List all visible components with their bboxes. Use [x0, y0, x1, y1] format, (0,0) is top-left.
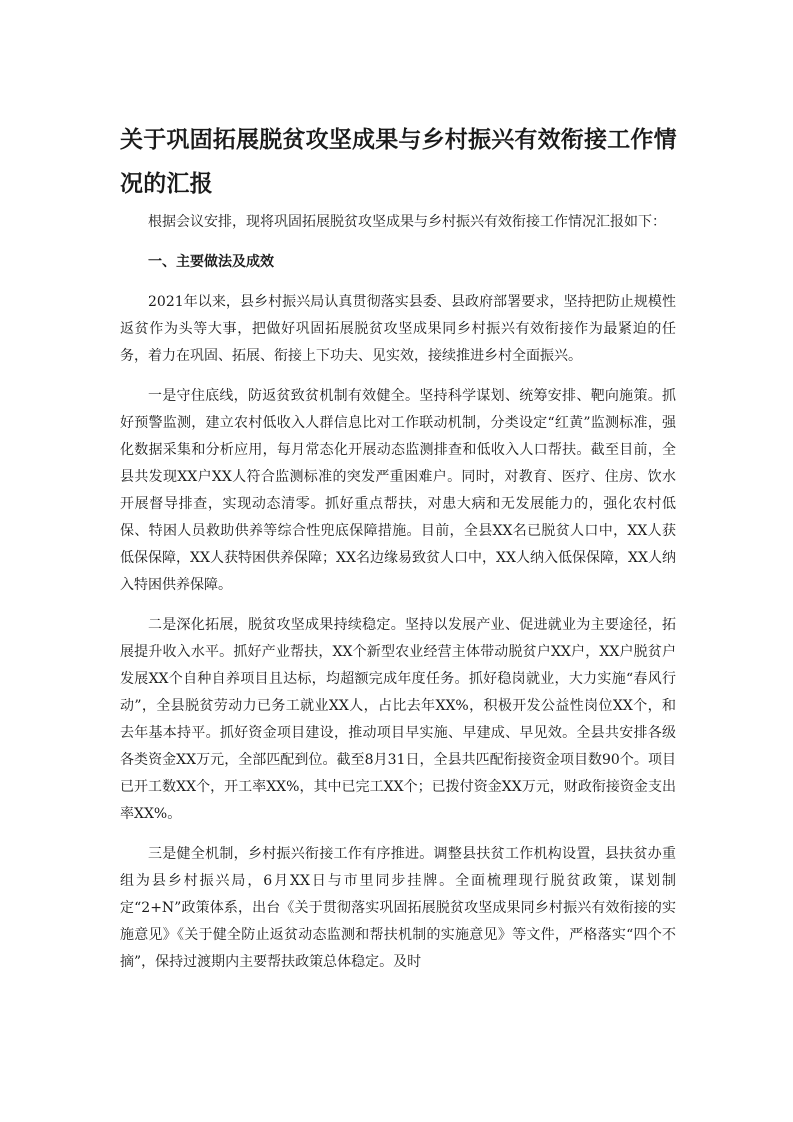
document-body [120, 209, 676, 989]
overview-paragraph: 2021年以来，县乡村振兴局认真贯彻落实县委、县政府部署要求，坚持把防止规模性返贫作为头等大事，把做好巩固拓展脱贫攻坚成果同乡村振兴有效衔接作为最紧迫的任务，着力在巩固、拓展、衔接上下功夫、见实效，接续推进乡村全面振兴。 [120, 294, 676, 364]
document-title: 关于巩固拓展脱贫攻坚成果与乡村振兴有效衔接工作情况的汇报 [120, 127, 677, 197]
point-one-paragraph: 一是守住底线，防返贫致贫机制有效健全。坚持科学谋划、统筹安排、靶向施策。抓好预警监测，建立农村低收入人群信息比对工作联动机制，分类设定“红黄”监测标准，强化数据采集和分析应用，每月常态化开展动态监测排查和低收入人口帮扶。截至目前，全县共发现XX户XX人符合监测标准的突发严重困难户。同时，对教育、医疗、住房、饮水开展督导排查，实现动态清零。抓好重点帮扶，对患大病和无发展能力的，强化农村低保、特困人员救助供养等综合性兜底保障措施。目前，全县XX名已脱贫人口中，XX人获低保保障，XX人获特困供养保障；XX名边缘易致贫人口中，XX人纳入低保保障，XX人纳入特困供养保障。 [120, 388, 676, 593]
intro-paragraph: 根据会议安排，现将巩固拓展脱贫攻坚成果与乡村振兴有效衔接工作情况汇报如下： [148, 214, 666, 230]
point-three-paragraph: 三是健全机制，乡村振兴衔接工作有序推进。调整县扶贫工作机构设置，县扶贫办重组为县乡村振兴局，6月XX日与市里同步挂牌。全面梳理现行脱贫政策，谋划制定“2+N”政策体系，出台《关于贯彻落实巩固拓展脱贫攻坚成果同乡村振兴有效衔接的实施意见》《关于健全防止返贫动态监测和帮扶机制的实施意见》等文件，严格落实“四个不摘”，保持过渡期内主要帮扶政策总体稳定。及时 [120, 846, 676, 970]
section-heading: 一、主要做法及成效 [148, 254, 274, 270]
point-two-paragraph: 二是深化拓展，脱贫攻坚成果持续稳定。坚持以发展产业、促进就业为主要途径，拓展提升收入水平。抓好产业帮扶，XX个新型农业经营主体带动脱贫户XX户，XX户脱贫户发展XX个自种自养项目且达标，均超额完成年度任务。抓好稳岗就业，大力实施“春风行动”，全县脱贫劳动力已务工就业XX人，占比去年XX%，积极开发公益性岗位XX个，和去年基本持平。抓好资金项目建设，推动项目早实施、早建成、早见效。全县共安排各级各类资金XX万元，全部匹配到位。截至8月31日，全县共匹配衔接资金项目数90个。项目已开工数XX个，开工率XX%，其中已完工XX个；已拨付资金XX万元，财政衔接资金支出率XX%。 [120, 617, 676, 822]
